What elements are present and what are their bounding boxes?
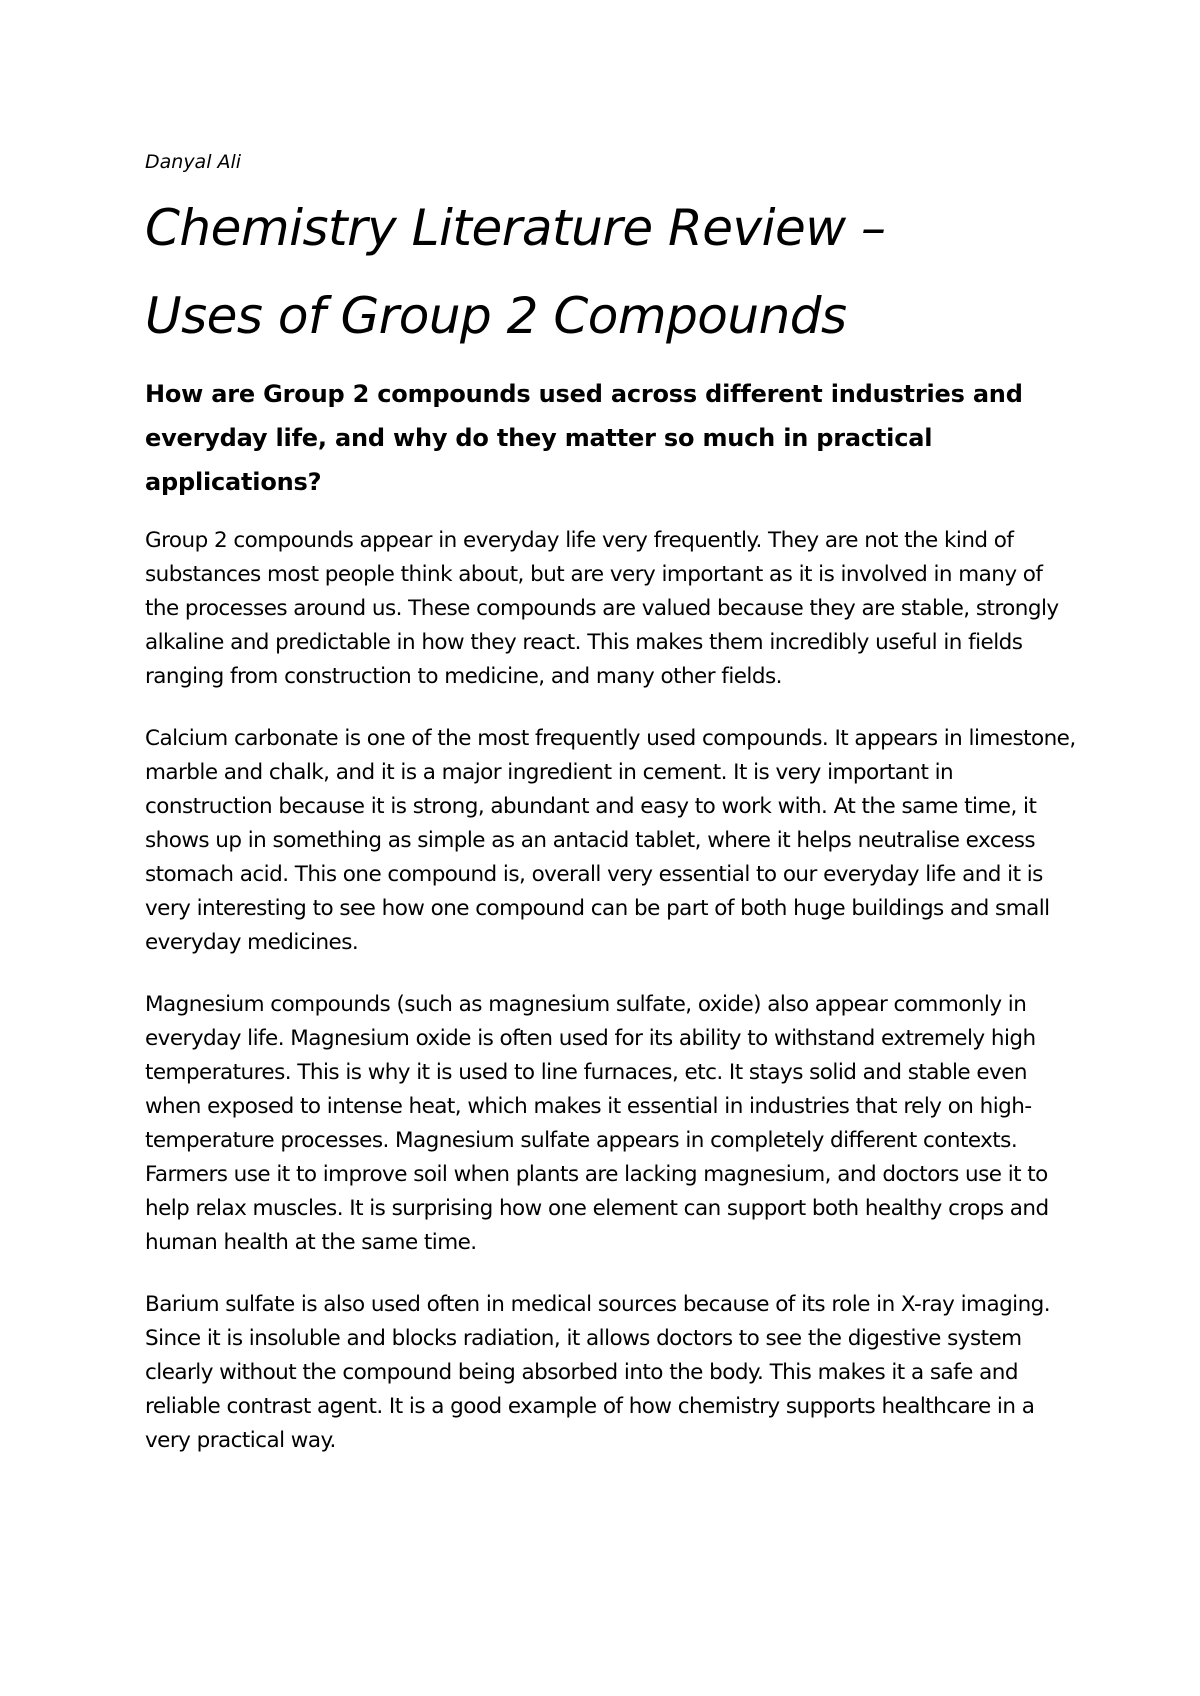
author-name: Danyal Ali [145,151,242,173]
title-line-1: Chemistry Literature Review – [145,199,886,257]
paragraph-calcium-carbonate: Calcium carbonate is one of the most frequently used compounds. It appears in limestone, marble and chalk, and it is a major ingredient in cement. It is very important in construction because it is strong, abundant and easy to work with. At the same time, it shows up in something as simple as an antacid tablet, where it helps neutralise excess stomach acid. This one compound is, overall very essential to our everyday life and it is very interesting to see how one compound can be part of both huge buildings and small everyday medicines. [145,726,1076,955]
document-title [145,184,1080,360]
paragraph-magnesium-compounds: Magnesium compounds (such as magnesium sulfate, oxide) also appear commonly in everyday life. Magnesium oxide is often used for its ability to withstand extremely high temperatures. This is why it is used to line furnaces, etc. It stays solid and stable even when exposed to intense heat, which makes it essential in industries that rely on high-temperature processes. Magnesium sulfate appears in completely different contexts. Farmers use it to improve soil when plants are lacking magnesium, and doctors use it to help relax muscles. It is surprising how one element can support both healthy crops and human health at the same time. [145,992,1049,1255]
document-content [145,150,1080,1486]
paragraph-intro: Group 2 compounds appear in everyday life very frequently. They are not the kind of substances most people think about, but are very important as it is involved in many of the processes around us. These compounds are valued because they are stable, strongly alkaline and predictable in how they react. This makes them incredibly useful in fields ranging from construction to medicine, and many other fields. [145,528,1059,689]
title-line-2: Uses of Group 2 Compounds [145,287,847,345]
paragraph-barium-sulfate: Barium sulfate is also used often in medical sources because of its role in X-ray imaging. Since it is insoluble and blocks radiation, it allows doctors to see the digestive system clearly without the compound being absorbed into the body. This makes it a safe and reliable contrast agent. It is a good example of how chemistry supports healthcare in a very practical way. [145,1292,1051,1453]
research-question: How are Group 2 compounds used across different industries and everyday life, and why do they matter so much in practical applications? [145,380,1023,496]
